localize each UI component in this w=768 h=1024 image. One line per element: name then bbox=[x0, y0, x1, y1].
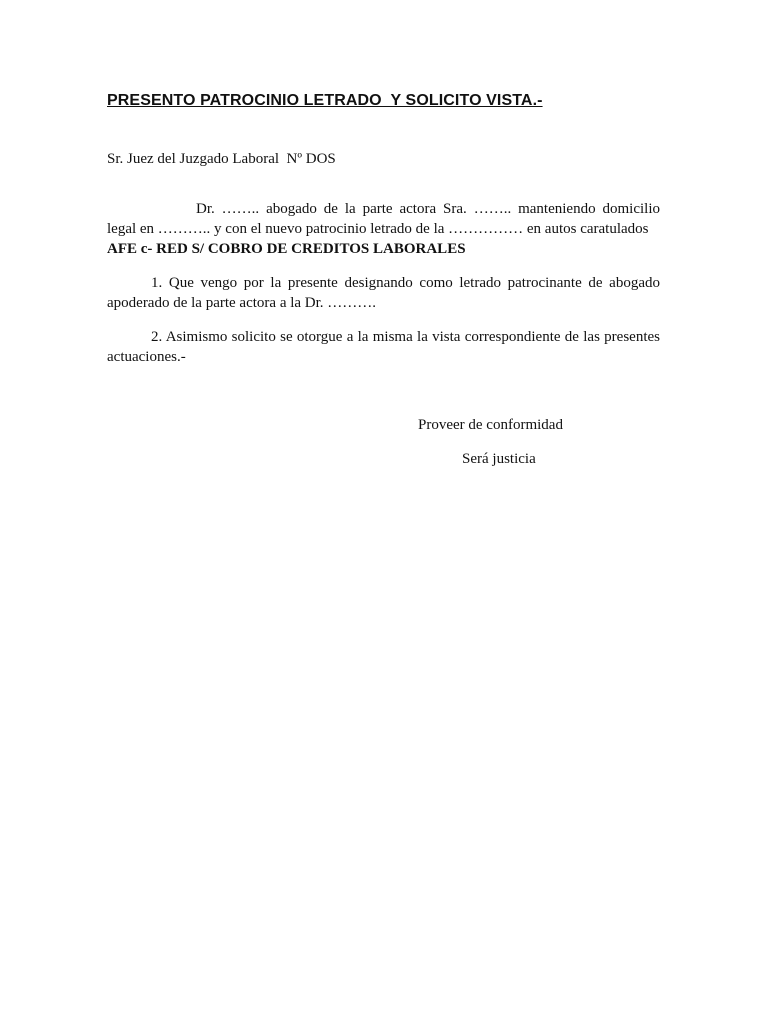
paragraph-introduction-line-1-text: Dr. …….. abogado de la parte actora Sra. …….. manteniendo domicilio bbox=[196, 201, 660, 217]
paragraph-introduction-line-2: legal en ……….. y con el nuevo patrocinio letrado de la …………… en autos caratulados bbox=[107, 221, 649, 237]
paragraph-introduction-line-1 bbox=[107, 199, 660, 219]
paragraph-designation: 1. Que vengo por la presente designando como letrado patrocinante de abogado apoderado de la parte actora a la Dr. ………. bbox=[107, 275, 660, 311]
paragraph-request: 2. Asimismo solicito se otorgue a la misma la vista correspondiente de las presentes actuaciones.- bbox=[107, 329, 660, 365]
closing-proveer: Proveer de conformidad bbox=[418, 417, 563, 433]
closing-justicia: Será justicia bbox=[462, 451, 536, 467]
document-title: PRESENTO PATROCINIO LETRADO Y SOLICITO VISTA.- bbox=[107, 92, 543, 109]
case-name: AFE c- RED S/ COBRO DE CREDITOS LABORALES bbox=[107, 241, 466, 257]
addressee-line: Sr. Juez del Juzgado Laboral Nº DOS bbox=[107, 151, 336, 167]
paragraph-introduction bbox=[107, 199, 660, 259]
